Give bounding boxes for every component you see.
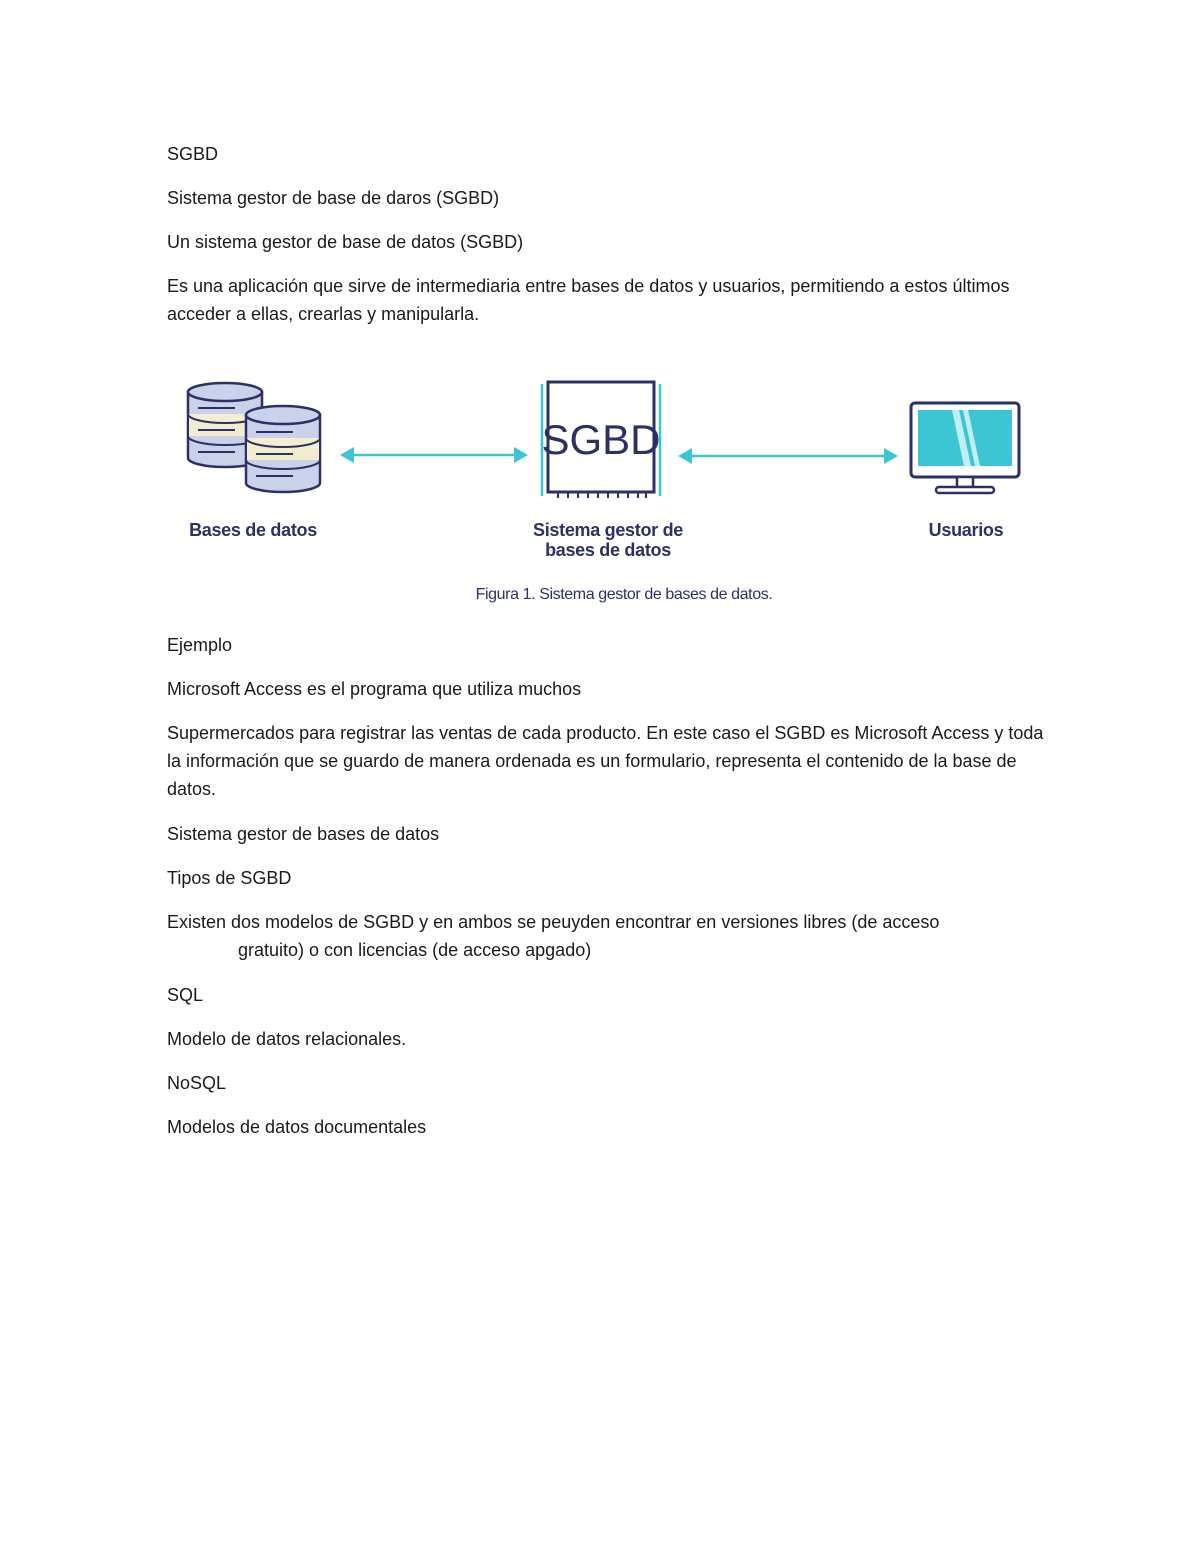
paragraph-sgbd-definition-title: Un sistema gestor de base de datos (SGBD)	[167, 232, 524, 252]
paragraph-existen	[167, 908, 1047, 964]
paragraph-sgbd-daros: Sistema gestor de base de daros (SGBD)	[167, 188, 500, 208]
paragraph-documentales: Modelos de datos documentales	[167, 1117, 427, 1137]
sgbd-box-text: SGBD	[541, 416, 661, 463]
paragraph-tipos: Tipos de SGBD	[167, 868, 292, 888]
paragraph-relacionales: Modelo de datos relacionales.	[167, 1029, 407, 1049]
label-sgbd-line2: bases de datos	[545, 540, 671, 560]
paragraph-nosql: NoSQL	[167, 1073, 227, 1093]
sgbd-diagram	[180, 370, 1030, 615]
paragraph-access-intro: Microsoft Access es el programa que utiliza muchos	[167, 679, 582, 699]
arrow-sgbd-to-users	[678, 448, 898, 464]
database-icon	[188, 383, 320, 492]
paragraph-sistema-gestor: Sistema gestor de bases de datos	[167, 824, 440, 844]
paragraph-sql: SQL	[167, 985, 204, 1005]
paragraph-existen-line1: Existen dos modelos de SGBD y en ambos se peuyden encontrar en versiones libres (de acceso	[167, 912, 940, 932]
paragraph-existen-line2: gratuito) o con licencias (de acceso apgado)	[238, 940, 592, 960]
sgbd-chip-icon	[541, 382, 660, 498]
paragraph-access-detail: Supermercados para registrar las ventas de cada producto. En este caso el SGBD es Microsoft Access y toda la información que se guardo de manera ordenada es un formulario, representa el contenido de la base de datos.	[167, 723, 1044, 799]
arrow-db-to-sgbd	[340, 447, 528, 463]
figure-caption: Figura 1. Sistema gestor de bases de datos.	[475, 586, 773, 603]
sgbd-figure	[180, 370, 1030, 615]
monitor-icon	[911, 403, 1019, 493]
label-bases-de-datos: Bases de datos	[189, 520, 317, 540]
heading-sgbd: SGBD	[167, 144, 219, 164]
label-sgbd-line1: Sistema gestor de	[533, 520, 683, 540]
paragraph-ejemplo: Ejemplo	[167, 635, 233, 655]
label-usuarios: Usuarios	[928, 520, 1004, 540]
paragraph-sgbd-description: Es una aplicación que sirve de intermediaria entre bases de datos y usuarios, permitiendo a estos últimos acceder a ellas, crearlas y manipularla.	[167, 276, 1010, 324]
